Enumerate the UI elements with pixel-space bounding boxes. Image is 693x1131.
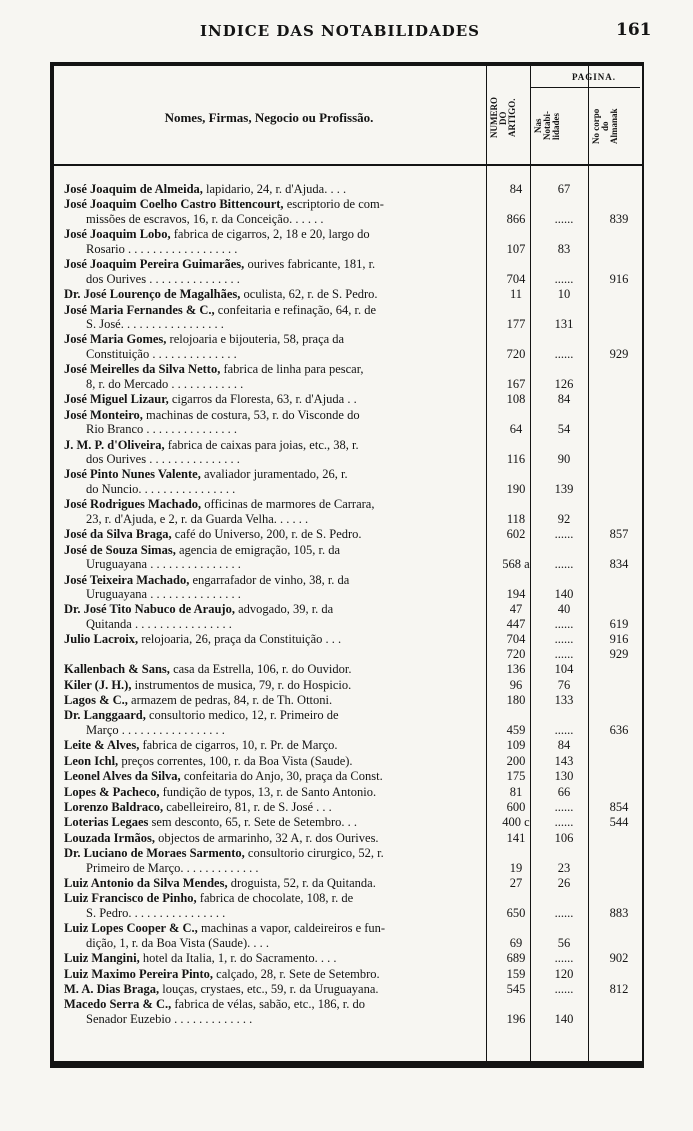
notabilidades-page: ...... [554,271,574,286]
entry-line [64,257,488,272]
notabilidades-page: 26 [557,876,571,890]
almanak-page: 854 [609,799,629,814]
entry-description: escriptorio de com- [283,197,384,212]
list-item [64,708,686,737]
entry-line [64,967,488,982]
entry-description: objectos de armarinho, 32 A, r. dos Ourives. [154,830,379,845]
entry-name: Lorenzo Baldraco, [64,799,164,814]
artigo-number: 136 [506,662,526,677]
entry-name: Luiz Maximo Pereira Pinto, [64,966,214,981]
entry-continuation: Uruguayana . . . . . . . . . . . . . . . [86,557,241,572]
notabilidades-page: 120 [554,966,574,981]
entry-description: fabrica de caixas para joias, etc., 38, r. [164,437,359,452]
artigo-number: 650 [506,905,526,920]
entry-continuation: Uruguayana . . . . . . . . . . . . . . . [86,587,241,601]
entry-description: café do Universo, 200, r. de S. Pedro. [171,527,362,542]
entry-name: Lopes & Pacheco, [64,784,160,799]
entry-continuation: Constituição . . . . . . . . . . . . . . [86,346,237,361]
list-item [64,831,686,846]
list-item [64,392,686,407]
list-item [64,846,686,875]
entry-description: droguista, 52, r. da Quitanda. [227,876,376,890]
entry-line [64,573,488,588]
entry-line [64,527,488,542]
entry-description: calçado, 28, r. Sete de Setembro. [213,966,380,981]
notabilidades-page: ...... [554,799,574,814]
entry-description: relojoaria, 26, praça da Constituição . . . [138,632,342,647]
entry-line [64,332,488,347]
list-item [64,497,686,526]
entry-name: Leite & Alves, [64,738,140,753]
entry-name: M. A. Dias Braga, [64,982,160,996]
entry-description: agencia de emigração, 105, r. da [175,542,340,557]
artigo-number: 69 [509,935,523,950]
entry-description: fabrica de cigarros, 10, r. Pr. de Março. [139,738,338,753]
entry-name: Dr. José Tito Nabuco de Araujo, [64,602,235,617]
almanak-page: 636 [609,722,629,737]
entry-description: ourives fabricante, 181, r. [244,257,376,272]
notabilidades-page: ...... [554,632,574,647]
entry-description: fabrica de vélas, sabão, etc., 186, r. do [171,997,365,1012]
entry-line [64,632,488,647]
notabilidades-page: 66 [557,784,571,799]
artigo-number: 107 [506,241,526,256]
entry-description: lapidario, 24, r. d'Ajuda. . . . [202,182,347,196]
notabilidades-page: 40 [557,602,571,617]
entry-line [64,362,488,377]
artigo-number: 19 [509,860,523,875]
entry-line [64,662,488,677]
list-item [64,527,686,542]
entry-line [64,785,488,800]
entry-name: Luiz Francisco de Pinho, [64,891,197,906]
entry-name: Louzada Irmãos, [64,830,155,845]
page-title: INDICE DAS NOTABILIDADES [200,22,480,40]
notabilidades-page: 84 [557,392,571,407]
entry-line [64,831,488,846]
entry-name: José Teixeira Machado, [64,572,190,587]
entry-name: José Joaquim Pereira Guimarães, [64,257,245,272]
entry-line [64,497,488,512]
column-header-almanak: No corpo do Almanak [591,108,619,144]
column-header-names: Nomes, Firmas, Negocio ou Profissão. [164,110,374,125]
list-item [64,876,686,891]
artigo-number: 167 [506,376,526,391]
notabilidades-page: 130 [554,769,574,784]
entry-description: confeitaria e refinação, 64, r. de [214,302,377,317]
entry-description: preços correntes, 100, r. da Boa Vista (Saude). [118,753,353,768]
notabilidades-page: 133 [554,693,574,707]
list-item [64,257,686,286]
page-number: 161 [616,20,652,40]
entry-name: Loterias Legaes [64,815,149,830]
notabilidades-page: 83 [557,241,571,256]
artigo-number: 866 [506,211,526,226]
artigo-number: 96 [509,677,523,692]
entry-description: fabrica de chocolate, 108, r. de [196,891,354,906]
list-item [64,693,686,708]
entry-name: Leon Ichl, [64,753,119,768]
header-rule [54,164,642,166]
entry-line [64,543,488,558]
entry-description: cabelleireiro, 81, r. de S. José . . . [163,799,332,814]
entry-line [64,197,488,212]
artigo-number: 141 [506,830,526,845]
notabilidades-page: ...... [554,646,574,661]
column-header-notabilidades: Nas Notabi- lidades [533,111,561,141]
entry-description: officinas de marmores de Carrara, [201,497,375,512]
almanak-page: 834 [609,557,629,572]
entry-description: hotel da Italia, 1, r. do Sacramento. . . . [139,951,337,966]
list-item [64,303,686,332]
list-item [64,197,686,226]
list-item [64,662,686,677]
entry-line [64,408,488,423]
artigo-number: 602 [506,527,526,542]
entry-description: armazem de pedras, 84, r. de Th. Ottoni. [127,693,333,707]
entry-name: Luiz Lopes Cooper & C., [64,921,198,936]
artigo-number: 545 [506,982,526,996]
entry-name: Kiler (J. H.), [64,677,132,692]
entry-line [64,392,488,407]
entry-description: advogado, 39, r. da [234,602,334,617]
list-item [64,287,686,302]
entry-description: fundição de typos, 13, r. de Santo Antonio. [159,784,377,799]
entry-name: José Maria Gomes, [64,332,167,347]
notabilidades-page: 10 [557,287,571,302]
entry-continuation: 23, r. d'Ajuda, e 2, r. da Guarda Velha. . . . . . [86,511,309,526]
list-item [64,573,686,602]
list-item [64,438,686,467]
list-item [64,754,686,769]
notabilidades-page: 139 [554,481,574,496]
entry-line [64,287,488,302]
notabilidades-page: ...... [554,951,574,966]
entry-description: casa da Estrella, 106, r. do Ouvidor. [169,662,352,677]
notabilidades-page: 90 [557,452,571,466]
notabilidades-page: 76 [557,677,571,692]
entry-name: José da Silva Braga, [64,527,172,542]
artigo-number: 180 [506,693,526,707]
almanak-page: 883 [609,905,629,920]
artigo-number: 109 [506,738,526,753]
list-item [64,602,686,631]
entry-line [64,997,488,1012]
entry-name: Macedo Serra & C., [64,997,172,1012]
entry-name: Dr. José Lourenço de Magalhães, [64,287,241,302]
entry-continuation: Março . . . . . . . . . . . . . . . . . [86,722,225,737]
notabilidades-page: ...... [554,346,574,361]
artigo-number: 720 [506,346,526,361]
artigo-number: 116 [506,452,526,466]
list-item [64,543,686,572]
entry-line [64,303,488,318]
notabilidades-page: ...... [554,815,574,830]
entry-continuation: dição, 1, r. da Boa Vista (Saude). . . . [86,935,270,950]
entry-line [64,846,488,861]
entry-description: cigarros da Floresta, 63, r. d'Ajuda . . [168,392,357,407]
notabilidades-page: 84 [557,738,571,753]
entry-name: José Monteiro, [64,407,143,422]
notabilidades-page: 131 [554,317,574,331]
entry-line [64,815,488,830]
notabilidades-page: ...... [554,905,574,920]
entry-continuation: Rosario . . . . . . . . . . . . . . . . . . [86,241,238,256]
entry-line [64,182,488,197]
list-item [64,362,686,391]
artigo-number: 600 [506,799,526,814]
entry-name: José Meirelles da Silva Netto, [64,362,221,377]
entry-line [64,438,488,453]
list-item [64,982,686,997]
entry-line [64,754,488,769]
artigo-number: 459 [506,722,526,737]
almanak-page: 929 [609,646,629,661]
artigo-number: 689 [506,951,526,966]
entry-line [64,876,488,891]
artigo-number: 190 [506,481,526,496]
entry-description: engarrafador de vinho, 38, r. da [189,572,350,587]
notabilidades-page: ...... [554,527,574,542]
artigo-number: 108 [506,392,526,407]
entry-description: avaliador juramentado, 26, r. [200,467,348,482]
entry-name: José de Souza Simas, [64,542,176,557]
notabilidades-page: 126 [554,376,574,391]
entry-description: instrumentos de musica, 79, r. do Hospicio. [131,677,352,692]
entry-line [64,769,488,784]
entry-name: Dr. Langgaard, [64,708,146,723]
artigo-number: 400 c [502,815,530,830]
entry-line [64,708,488,723]
list-item [64,891,686,920]
list-item [64,921,686,950]
artigo-number: 200 [506,753,526,768]
entry-line [64,467,488,482]
entry-description: sem desconto, 65, r. Sete de Setembro. . . [148,815,358,830]
entry-description: fabrica de cigarros, 2, 18 e 20, largo do [170,227,370,242]
notabilidades-page: 140 [554,1011,574,1026]
entry-line [64,982,488,997]
almanak-page: 619 [609,616,629,631]
entry-name: José Rodrigues Machado, [64,497,202,512]
entry-description: confeitaria do Anjo, 30, praça da Const. [180,769,383,784]
entry-line [64,227,488,242]
entry-line [64,891,488,906]
artigo-number: 84 [509,182,523,196]
artigo-number: 704 [506,632,526,647]
artigo-number: 720 [506,646,526,661]
artigo-number: 177 [506,317,526,331]
entry-name: José Joaquim Lobo, [64,227,171,242]
entry-description: machinas a vapor, caldeireiros e fun- [197,921,386,936]
entry-line [64,602,488,617]
almanak-page: 839 [609,211,629,226]
entry-line [64,678,488,693]
notabilidades-page: 54 [557,422,571,437]
artigo-number: 175 [506,769,526,784]
entry-description: relojoaria e bijouteria, 58, praça da [166,332,345,347]
artigo-number: 447 [506,616,526,631]
notabilidades-page: 92 [557,511,571,526]
entry-description: oculista, 62, r. de S. Pedro. [240,287,378,302]
entry-continuation: Rio Branco . . . . . . . . . . . . . . . [86,422,238,437]
list-item [64,227,686,256]
list-item [64,738,686,753]
notabilidades-page: 23 [557,860,571,875]
entry-description: louças, crystaes, etc., 59, r. da Uruguayana. [159,982,379,996]
artigo-number: 118 [506,511,526,526]
entry-name: Julio Lacroix, [64,632,139,647]
entry-description: consultorio medico, 12, r. Primeiro de [145,708,339,723]
list-item [64,632,686,661]
list-item [64,467,686,496]
notabilidades-page: ...... [554,722,574,737]
entry-continuation: S. José. . . . . . . . . . . . . . . . . [86,317,224,331]
almanak-page: 812 [609,982,629,996]
entry-continuation: missões de escravos, 16, r. da Conceição. . . . . . [86,211,324,226]
notabilidades-page: ...... [554,616,574,631]
entry-continuation: Primeiro de Março. . . . . . . . . . . . . [86,860,259,875]
entry-description: machinas de costura, 53, r. do Visconde do [142,407,360,422]
almanak-page: 902 [609,951,629,966]
artigo-number: 81 [509,784,523,799]
list-item [64,800,686,815]
list-item [64,769,686,784]
artigo-number: 196 [506,1011,526,1026]
artigo-number: 194 [506,587,526,601]
list-item [64,967,686,982]
entry-name: Kallenbach & Sans, [64,662,170,677]
entry-name: Dr. Luciano de Moraes Sarmento, [64,846,245,861]
notabilidades-page: 143 [554,753,574,768]
entry-name: J. M. P. d'Oliveira, [64,437,165,452]
artigo-number: 11 [509,287,523,302]
column-header-numero: NUMERO DO ARTIGO. [489,97,517,139]
entry-line [64,738,488,753]
column-header-pagina: PAGINA. [571,72,617,82]
entry-name: Leonel Alves da Silva, [64,769,181,784]
notabilidades-page: 104 [554,662,574,677]
list-item [64,951,686,966]
entry-continuation: dos Ourives . . . . . . . . . . . . . . . [86,271,240,286]
list-item [64,815,686,830]
entry-line [64,800,488,815]
notabilidades-page: 106 [554,830,574,845]
entry-continuation: Senador Euzebio . . . . . . . . . . . . . [86,1011,253,1026]
entry-continuation: dos Ourives . . . . . . . . . . . . . . . [86,452,240,466]
entry-continuation: S. Pedro. . . . . . . . . . . . . . . . [86,905,226,920]
artigo-number: 27 [509,876,523,890]
entry-name: Lagos & C., [64,693,128,707]
almanak-page: 857 [609,527,629,542]
list-item [64,332,686,361]
artigo-number: 704 [506,271,526,286]
entry-continuation: Quitanda . . . . . . . . . . . . . . . . [86,616,232,631]
list-item [64,678,686,693]
list-item [64,997,686,1026]
almanak-page: 916 [609,632,629,647]
list-item [64,785,686,800]
almanak-page: 929 [609,346,629,361]
entry-continuation: 8, r. do Mercado . . . . . . . . . . . . [86,376,244,391]
entry-name: José Joaquim Coelho Castro Bittencourt, [64,197,284,212]
entry-name: Luiz Mangini, [64,951,140,966]
notabilidades-page: 56 [557,935,571,950]
entry-line [64,693,488,708]
entry-name: José Pinto Nunes Valente, [64,467,201,482]
pagina-rule [530,87,640,88]
entry-name: José Maria Fernandes & C., [64,302,215,317]
entry-name: José Miguel Lizaur, [64,392,169,407]
almanak-page: 544 [609,815,629,830]
notabilidades-page: ...... [554,211,574,226]
entry-description: fabrica de linha para pescar, [220,362,364,377]
artigo-number: 568 a [502,557,530,572]
entry-description: consultorio cirurgico, 52, r. [244,846,384,861]
entry-line [64,951,488,966]
notabilidades-page: ...... [554,557,574,572]
entry-continuation: do Nuncio. . . . . . . . . . . . . . . . [86,481,236,496]
notabilidades-page: ...... [554,982,574,996]
entry-name: Luiz Antonio da Silva Mendes, [64,876,228,890]
notabilidades-page: 67 [557,182,571,196]
artigo-number: 47 [509,602,523,617]
notabilidades-page: 140 [554,587,574,601]
entry-name: José Joaquim de Almeida, [64,182,203,196]
artigo-number: 159 [506,966,526,981]
list-item [64,182,686,197]
list-item [64,408,686,437]
artigo-number: 64 [509,422,523,437]
almanak-page: 916 [609,271,629,286]
entry-line [64,921,488,936]
